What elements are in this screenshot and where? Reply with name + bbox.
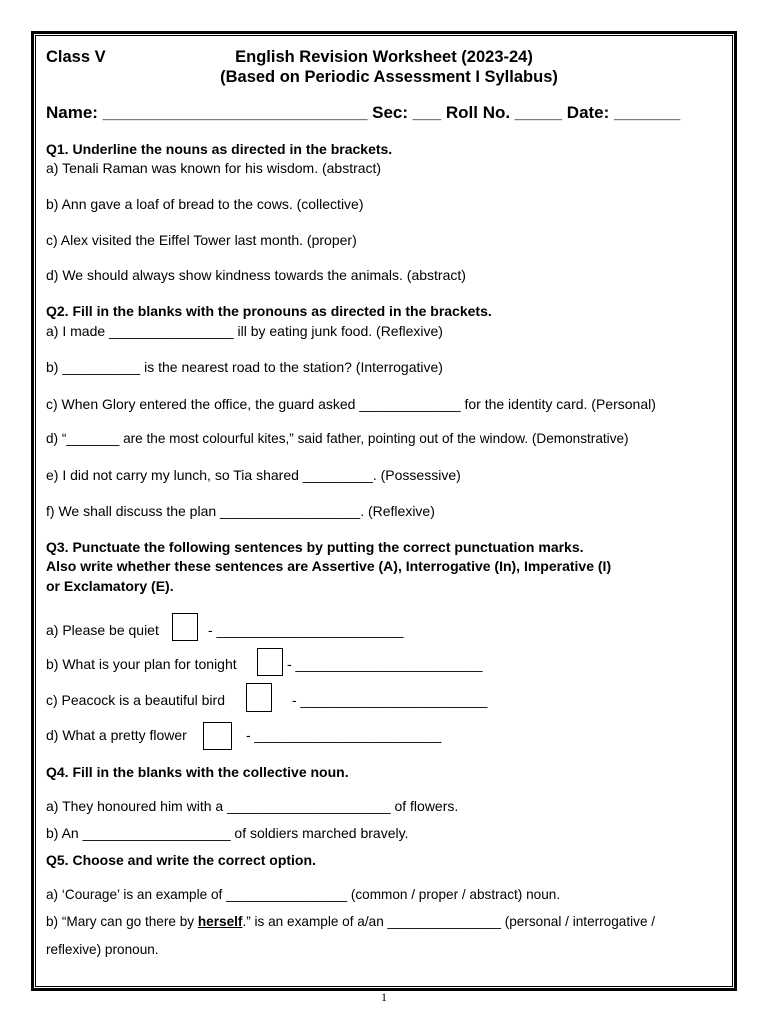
- q3-item-b-answer-box[interactable]: [257, 648, 283, 676]
- q5-item-a: a) ‘Courage’ is an example of ________________ (common / proper / abstract) noun.: [46, 887, 561, 902]
- q3-item-d-answer-box[interactable]: [203, 722, 232, 750]
- q3-heading-line3: or Exclamatory (E).: [46, 578, 174, 594]
- page-number: 1: [381, 990, 387, 1004]
- q5-heading: Q5. Choose and write the correct option.: [46, 852, 316, 868]
- q2-item-f: f) We shall discuss the plan __________________. (Reflexive): [46, 503, 435, 519]
- q3-item-d-answer-line: - ________________________: [246, 727, 442, 743]
- q2-item-d: d) “_______ are the most colourful kites,” said father, pointing out of the window. (Demonstrative): [46, 431, 629, 446]
- q1-item-a: a) Tenali Raman was known for his wisdom. (abstract): [46, 160, 382, 176]
- q5-item-b-line2: reflexive) pronoun.: [46, 942, 159, 957]
- q3-item-c-answer-line: - ________________________: [292, 692, 488, 708]
- q3-item-b-answer-line: - ________________________: [287, 656, 483, 672]
- q1-item-d: d) We should always show kindness towards the animals. (abstract): [46, 267, 466, 283]
- q3-item-d-text: d) What a pretty flower: [46, 727, 187, 743]
- student-details-line: Name: ____________________________ Sec: ___ Roll No. _____ Date: _______: [46, 103, 681, 122]
- q5-item-b-line1: [46, 914, 655, 929]
- q4-item-a: a) They honoured him with a _____________________ of flowers.: [46, 798, 459, 814]
- class-label: Class V: [46, 48, 106, 66]
- q2-item-e: e) I did not carry my lunch, so Tia shared _________. (Possessive): [46, 467, 461, 483]
- worksheet-subtitle: (Based on Periodic Assessment I Syllabus): [220, 68, 558, 86]
- q3-item-c-text: c) Peacock is a beautiful bird: [46, 692, 225, 708]
- q3-heading-line1: Q3. Punctuate the following sentences by putting the correct punctuation marks.: [46, 539, 584, 555]
- q5-item-b-pre: b) “Mary can go there by: [46, 914, 198, 929]
- q3-item-a-answer-box[interactable]: [172, 613, 198, 641]
- q3-item-c-answer-box[interactable]: [246, 683, 272, 712]
- q5-item-b-keyword: herself: [197, 914, 243, 929]
- q1-item-c: c) Alex visited the Eiffel Tower last month. (proper): [46, 232, 357, 248]
- q3-item-a-answer-line: - ________________________: [208, 622, 404, 638]
- q2-heading: Q2. Fill in the blanks with the pronouns as directed in the brackets.: [46, 303, 492, 319]
- q4-heading: Q4. Fill in the blanks with the collective noun.: [46, 764, 349, 780]
- q1-item-b: b) Ann gave a loaf of bread to the cows. (collective): [46, 196, 364, 212]
- q2-item-a: a) I made ________________ ill by eating junk food. (Reflexive): [46, 323, 443, 339]
- q4-item-b: b) An ___________________ of soldiers marched bravely.: [46, 825, 409, 841]
- q5-item-b-post: .” is an example of a/an _______________ (personal / interrogative /: [242, 914, 656, 929]
- q1-heading: Q1. Underline the nouns as directed in the brackets.: [46, 141, 393, 157]
- q2-item-b: b) __________ is the nearest road to the station? (Interrogative): [46, 359, 443, 375]
- q2-item-c: c) When Glory entered the office, the guard asked _____________ for the identity card. (Personal): [46, 396, 656, 412]
- worksheet-title: English Revision Worksheet (2023-24): [235, 48, 533, 66]
- q3-item-a-text: a) Please be quiet: [46, 622, 159, 638]
- q3-heading-line2: Also write whether these sentences are Assertive (A), Interrogative (In), Imperative (I): [46, 558, 612, 574]
- q3-item-b-text: b) What is your plan for tonight: [46, 656, 237, 672]
